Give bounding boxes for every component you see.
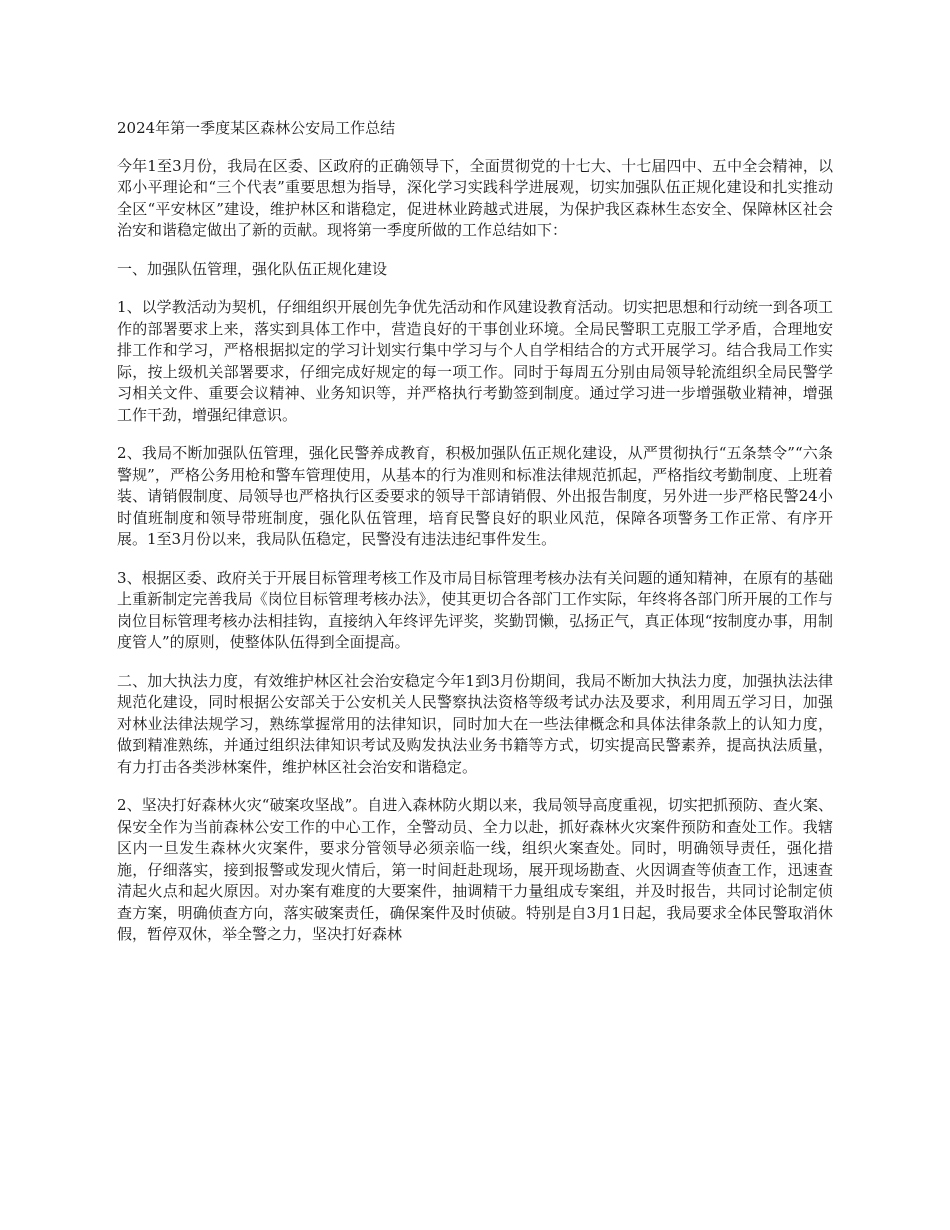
- body-paragraph: 3、根据区委、政府关于开展目标管理考核工作及市局目标管理考核办法有关问题的通知精神，在原有的基础上重新制定完善我局《岗位目标管理考核办法》，使其更切合各部门工作实际，年终将各部门所开展的工作与岗位目标管理考核办法相挂钩，直接纳入年终评先评奖，奖勤罚懒，弘扬正气，真正体现“按制度办事，用制度管人”的原则，使整体队伍得到全面提高。: [117, 568, 833, 651]
- body-paragraph: 1、以学教活动为契机，仔细组织开展创先争优先活动和作风建设教育活动。切实把思想和行动统一到各项工作的部署要求上来，落实到具体工作中，营造良好的干事创业环境。全局民警职工克服工学矛盾，合理地安排工作和学习，严格根据拟定的学习计划实行集中学习与个人自学相结合的方式开展学习。结合我局工作实际，按上级机关部署要求，仔细完成好规定的每一项工作。同时于每周五分别由局领导轮流组织全局民警学习相关文件、重要会议精神、业务知识等，并严格执行考勤签到制度。通过学习进一步增强敬业精神，增强工作干劲，增强纪律意识。: [117, 298, 833, 424]
- section-paragraph-2: 二、加大执法力度，有效维护林区社会治安稳定今年1到3月份期间，我局不断加大执法力度，加强执法法律规范化建设，同时根据公安部关于公安机关人民警察执法资格等级考试办法及要求，利用周五学习日，加强对林业法律法规学习，熟练掌握常用的法律知识，同时加大在一些法律概念和具体法律条款上的认知力度，做到精准熟练，并通过组织法律知识考试及购发执法业务书籍等方式，切实提高民警素养，提高执法质量，有力打击各类涉林案件，维护林区社会治安和谐稳定。: [117, 671, 833, 776]
- section-heading-1: 一、加强队伍管理，强化队伍正规化建设: [117, 259, 388, 278]
- intro-paragraph: 今年1至3月份，我局在区委、区政府的正确领导下，全面贯彻党的十七大、十七届四中、五中全会精神，以邓小平理论和“三个代表”重要思想为指导，深化学习实践科学进展观，切实加强队伍正规化建设和扎实推动全区“平安林区”建设，维护林区和谐稳定，促进林业跨越式进展，为保护我区森林生态安全、保障林区社会治安和谐稳定做出了新的贡献。现将第一季度所做的工作总结如下：: [117, 156, 833, 239]
- body-paragraph: 2、坚决打好森林火灾“破案攻坚战”。自进入森林防火期以来，我局领导高度重视，切实把抓预防、查火案、保安全作为当前森林公安工作的中心工作，全警动员、全力以赴，抓好森林火灾案件预防和查处工作。我辖区内一旦发生森林火灾案件，要求分管领导必须亲临一线，组织火案查处。同时，明确领导责任，强化措施，仔细落实，接到报警或发现火情后，第一时间赶赴现场，展开现场勘查、火因调查等侦查工作，迅速查清起火点和起火原因。对办案有难度的大要案件，抽调精干力量组成专案组，并及时报告，共同讨论制定侦查方案，明确侦查方向，落实破案责任，确保案件及时侦破。特别是自3月1日起，我局要求全体民警取消休假，暂停双休，举全警之力，坚决打好森林: [117, 796, 833, 943]
- document-title: 2024年第一季度某区森林公安局工作总结: [117, 119, 396, 137]
- body-paragraph: 2、我局不断加强队伍管理，强化民警养成教育，积极加强队伍正规化建设，从严贯彻执行“五条禁令”“六条警规”，严格公务用枪和警车管理使用，从基本的行为准则和标准法律规范抓起，严格指纹考勤制度、上班着装、请销假制度、局领导也严格执行区委要求的领导干部请销假、外出报告制度，另外进一步严格民警24小时值班制度和领导带班制度，强化队伍管理，培育民警良好的职业风范，保障各项警务工作正常、有序开展。1至3月份以来，我局队伍稳定，民警没有违法违纪事件发生。: [117, 444, 833, 548]
- document-page: [117, 118, 833, 963]
